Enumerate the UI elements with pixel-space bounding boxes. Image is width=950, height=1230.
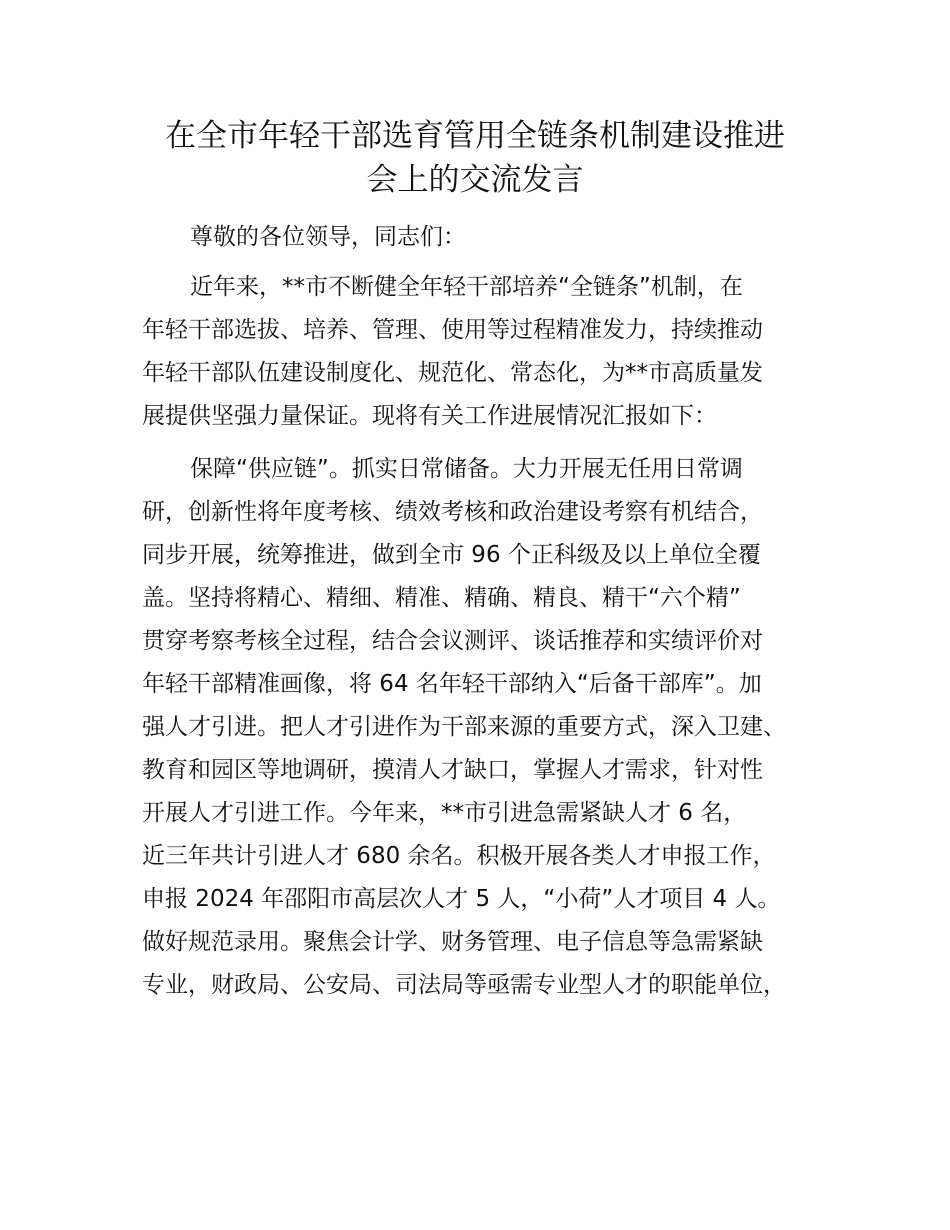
paragraph-1-line-3: 年轻干部队伍建设制度化、规范化、常态化，为**市高质量发 bbox=[142, 360, 763, 386]
paragraph-2-line-5: 贯穿考察考核全过程，结合会议测评、谈话推荐和实绩评价对 bbox=[142, 628, 763, 654]
paragraph-2-line-12: 做好规范录用。聚焦会计学、财务管理、电子信息等急需紧缺 bbox=[142, 929, 763, 955]
document-title-line-1: 在全市年轻干部选育管用全链条机制建设推进 bbox=[165, 118, 785, 154]
paragraph-1-line-1: 近年来，**市不断健全年轻干部培养“全链条”机制，在 bbox=[190, 274, 743, 300]
paragraph-1-line-2: 年轻干部选拔、培养、管理、使用等过程精准发力，持续推动 bbox=[142, 317, 763, 343]
paragraph-2-line-7: 强人才引进。把人才引进作为干部来源的重要方式，深入卫建、 bbox=[142, 714, 786, 740]
paragraph-2-line-11: 申报 2024 年邵阳市高层次人才 5 人，“小荷”人才项目 4 人。 bbox=[142, 886, 781, 912]
paragraph-2-line-8: 教育和园区等地调研，摸清人才缺口，掌握人才需求，针对性 bbox=[142, 757, 763, 783]
paragraph-2-line-1: 保障“供应链”。抓实日常储备。大力开展无任用日常调 bbox=[190, 456, 743, 482]
paragraph-2-line-4: 盖。坚持将精心、精细、精准、精确、精良、精干“六个精” bbox=[142, 585, 741, 611]
paragraph-2-line-10: 近三年共计引进人才 680 余名。积极开展各类人才申报工作， bbox=[142, 843, 776, 869]
paragraph-2-line-3: 同步开展，统筹推进，做到全市 96 个正科级及以上单位全覆 bbox=[142, 542, 761, 568]
paragraph-2-line-13: 专业，财政局、公安局、司法局等亟需专业型人才的职能单位， bbox=[142, 972, 786, 998]
paragraph-2-line-2: 研，创新性将年度考核、绩效考核和政治建设考察有机结合， bbox=[142, 499, 763, 525]
greeting: 尊敬的各位领导，同志们： bbox=[190, 224, 466, 250]
document-title-line-2: 会上的交流发言 bbox=[366, 162, 584, 198]
paragraph-2-line-9: 开展人才引进工作。今年来，**市引进急需紧缺人才 6 名， bbox=[142, 800, 747, 826]
paragraph-2-line-6: 年轻干部精准画像，将 64 名年轻干部纳入“后备干部库”。加 bbox=[142, 671, 762, 697]
paragraph-1-line-4: 展提供坚强力量保证。现将有关工作进展情况汇报如下： bbox=[142, 403, 717, 429]
